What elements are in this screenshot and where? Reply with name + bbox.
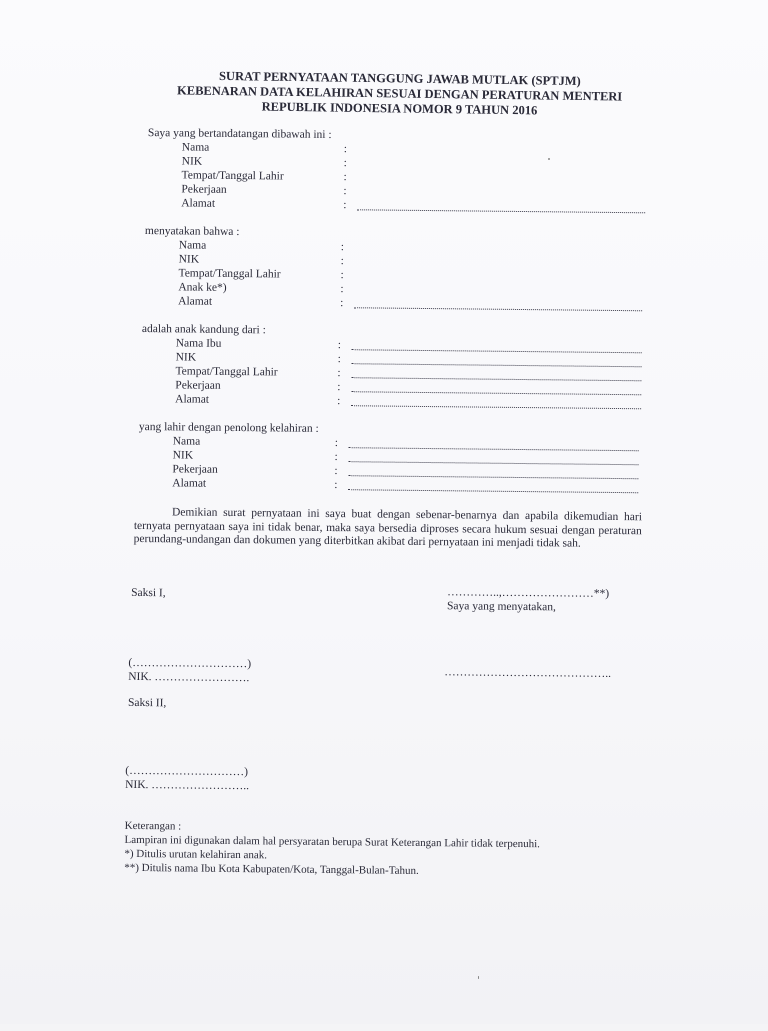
section1-field-nama: Nama xyxy=(181,141,210,154)
title-line-1: SURAT PERNYATAAN TANGGUNG JAWAB MUTLAK (SPTJM) xyxy=(218,68,581,89)
title-line-3: REPUBLIK INDONESIA NOMOR 9 TAHUN 2016 xyxy=(261,99,538,118)
saksi1-nik-line: NIK. ……………………. xyxy=(128,670,250,685)
fill-line xyxy=(351,405,641,409)
notes-line-2: *) Ditulis urutan kelahiran anak. xyxy=(124,847,268,862)
section4-intro: yang lahir dengan penolong kelahiran : xyxy=(138,421,319,435)
section1-field-alamat: Alamat xyxy=(181,197,216,210)
colon: : xyxy=(343,199,347,212)
section3-intro: adalah anak kandung dari : xyxy=(141,323,266,337)
section2-field-nama: Nama xyxy=(178,239,207,252)
colon: : xyxy=(334,465,338,478)
colon: : xyxy=(337,381,341,394)
notes-line-3: **) Ditulis nama Ibu Kota Kabupaten/Kota, Tanggal-Bulan-Tahun. xyxy=(124,861,419,877)
fill-line xyxy=(351,377,641,381)
section3-field-nama-ibu: Nama Ibu xyxy=(175,337,222,350)
section1-field-pekerjaan: Pekerjaan xyxy=(181,183,227,196)
section1-field-nik: NIK xyxy=(181,155,203,168)
colon: : xyxy=(337,339,342,352)
section2-field-ttl: Tempat/Tanggal Lahir xyxy=(178,267,281,281)
fill-line xyxy=(348,489,638,493)
title-line-2: KEBENARAN DATA KELAHIRAN SESUAI DENGAN PERATURAN MENTERI xyxy=(176,83,623,104)
colon: : xyxy=(343,143,348,156)
colon: : xyxy=(343,157,347,170)
saksi2-name-line: (…………………………) xyxy=(125,764,249,779)
saksi1-name-line: (…………………………) xyxy=(128,656,252,671)
place-date-line: …………..,……………………**) xyxy=(447,586,610,600)
colon: : xyxy=(343,185,347,198)
fill-line xyxy=(349,461,639,465)
notes-line-1: Lampiran ini digunakan dalam hal persyaratan berupa Surat Keterangan Lahir tidak terpenuhi. xyxy=(124,833,541,851)
section4-field-nama: Nama xyxy=(172,435,201,448)
fill-line xyxy=(348,475,638,479)
fill-line xyxy=(354,307,642,311)
scan-speck xyxy=(478,976,479,979)
statement-text: Demikian surat pernyataan ini saya buat dengan sebenar-benarnya dan apabila dikemudian hari ternyata pernyataan saya ini tidak benar, maka saya bersedia diproses secara hukum sesuai dengan peraturan perundang-undangan dan dokumen yang diterbitkan akibat dari pernyataan ini menjadi tidak sah. xyxy=(133,506,643,550)
statement-paragraph xyxy=(134,506,642,552)
section2-field-anak-ke: Anak ke*) xyxy=(178,281,227,294)
colon: : xyxy=(337,367,341,380)
fill-line xyxy=(349,447,639,451)
section4-field-nik: NIK xyxy=(172,449,194,462)
saksi2-label: Saksi II, xyxy=(127,696,167,710)
fill-line xyxy=(357,209,645,213)
section3-field-nik: NIK xyxy=(175,351,197,364)
section4-field-pekerjaan: Pekerjaan xyxy=(172,463,218,476)
fill-line xyxy=(352,349,642,353)
signer-name-line: …………………………………….. xyxy=(444,666,612,680)
saksi1-label: Saksi I, xyxy=(131,586,166,600)
scan-speck xyxy=(548,158,550,160)
colon: : xyxy=(340,241,345,254)
colon: : xyxy=(337,353,341,366)
section3-field-ttl: Tempat/Tanggal Lahir xyxy=(175,365,278,379)
fill-line xyxy=(352,363,642,367)
colon: : xyxy=(334,451,338,464)
notes-heading: Keterangan : xyxy=(124,819,182,833)
section4-field-alamat: Alamat xyxy=(172,477,207,490)
fill-line xyxy=(351,391,641,395)
colon: : xyxy=(340,283,344,296)
colon: : xyxy=(334,437,338,450)
section1-field-ttl: Tempat/Tanggal Lahir xyxy=(181,169,284,183)
colon: : xyxy=(340,269,344,282)
colon: : xyxy=(340,255,344,268)
colon: : xyxy=(343,171,347,184)
colon: : xyxy=(340,297,344,310)
section1-intro: Saya yang bertandatangan dibawah ini : xyxy=(147,127,332,142)
section3-field-pekerjaan: Pekerjaan xyxy=(175,379,221,392)
saksi2-nik-line: NIK. …………………….. xyxy=(125,778,250,793)
signer-label: Saya yang menyatakan, xyxy=(446,600,556,614)
colon: : xyxy=(337,395,341,408)
section3-field-alamat: Alamat xyxy=(175,393,210,406)
section2-field-nik: NIK xyxy=(178,253,200,266)
section2-intro: menyatakan bahwa : xyxy=(144,225,240,239)
colon: : xyxy=(334,479,338,492)
section2-field-alamat: Alamat xyxy=(178,295,213,308)
